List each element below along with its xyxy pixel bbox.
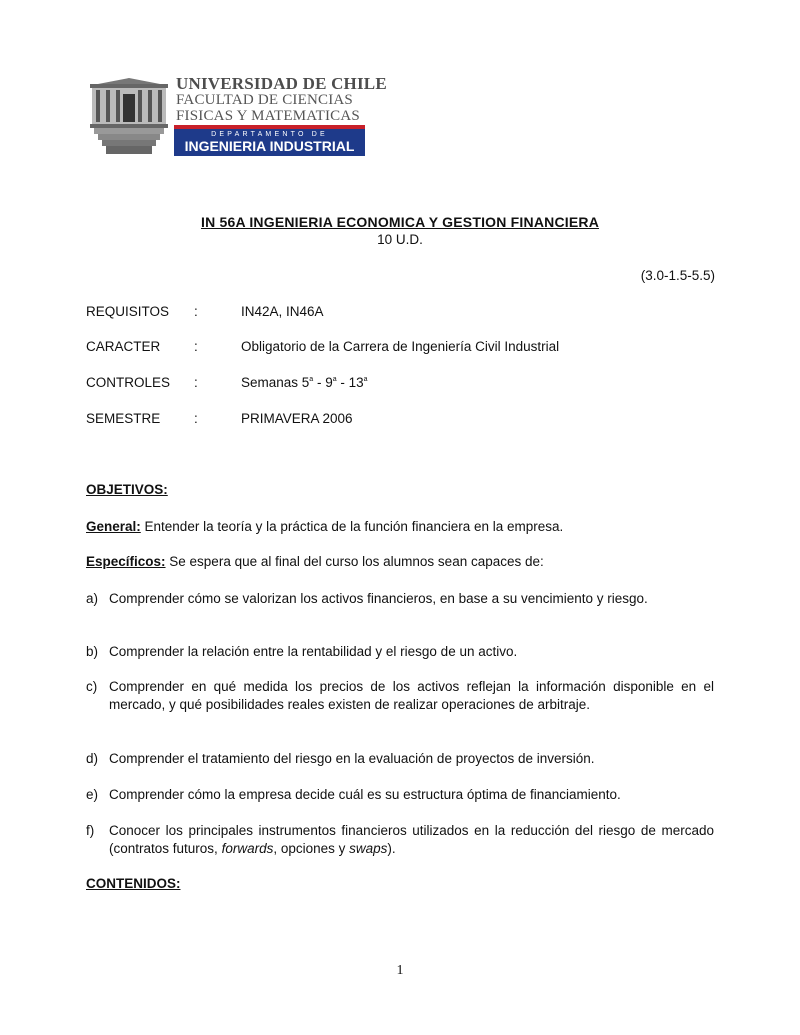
info-colon: : [194,375,198,390]
course-hours: (3.0-1.5-5.5) [640,268,715,283]
info-label: SEMESTRE [86,411,161,426]
list-item: f) Conocer los principales instrumentos financieros utilizados en la reducción del riesgo de mercado (contratos futuros, forwards, opciones y swaps). [86,823,714,856]
info-label: REQUISITOS [86,304,170,319]
especificos-label: Específicos: [86,554,166,569]
info-value: Semanas 5$^a$ - 9$^a$ - 13$^a$ [241,375,368,390]
info-colon: : [194,411,198,426]
info-colon: : [194,339,198,354]
department-band [174,125,365,156]
list-item: c) Comprender en qué medida los precios de los activos reflejan la información disponible en el mercado, y qué posibilidades reales existen de realizar operaciones de arbitraje. [86,679,714,712]
department-label: DEPARTAMENTO DE [211,131,328,138]
info-label: CARACTER [86,339,161,354]
logo-university-name: UNIVERSIDAD DE CHILE [176,74,387,93]
list-item: e) Comprender cómo la empresa decide cuál es su estructura óptima de financiamiento. [86,787,621,802]
specific-objectives-intro [86,553,714,571]
general-text: Entender la teoría y la práctica de la función financiera en la empresa. [140,519,564,534]
list-item: d) Comprender el tratamiento del riesgo en la evaluación de proyectos de inversión. [86,751,595,766]
general-label: General: [86,519,141,534]
info-value: Obligatorio de la Carrera de Ingeniería Civil Industrial [241,339,560,354]
objetivos-heading: OBJETIVOS: [86,482,168,497]
page-number: 1 [396,963,404,978]
info-value: IN42A, IN46A [241,304,324,319]
course-units: 10 U.D. [377,232,423,247]
logo-faculty-line1: FACULTAD DE CIENCIAS [176,92,353,108]
general-objective [86,518,714,536]
logo-faculty-line2: FISICAS Y MATEMATICAS [176,108,360,124]
info-colon: : [194,304,198,319]
list-item: b) Comprender la relación entre la rentabilidad y el riesgo de un activo. [86,644,518,659]
building-icon [88,76,170,156]
department-name: INGENIERIA INDUSTRIAL [184,138,355,154]
info-value: PRIMAVERA 2006 [241,411,353,426]
red-stripe [174,125,365,129]
especificos-text: Se espera que al final del curso los alumnos sean capaces de: [165,554,544,569]
list-item: a) Comprender cómo se valorizan los activos financieros, en base a su vencimiento y riesgo. [86,591,648,606]
info-label: CONTROLES [86,375,171,390]
contenidos-heading: CONTENIDOS: [86,876,181,891]
course-title: IN 56A INGENIERIA ECONOMICA Y GESTION FINANCIERA [200,214,600,230]
university-logo [88,74,387,158]
